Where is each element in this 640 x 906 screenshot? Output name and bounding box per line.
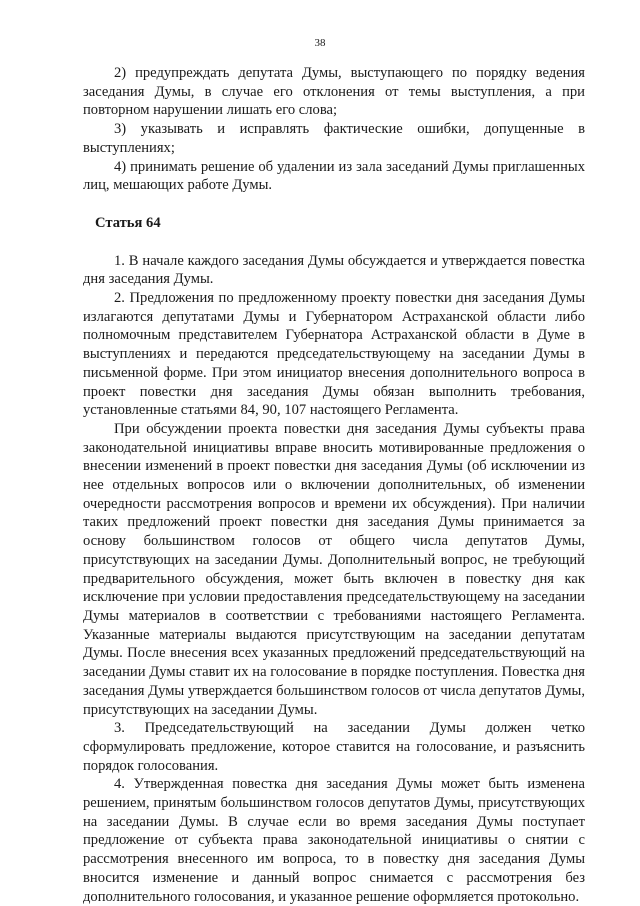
article-paragraph-2: 2. Предложения по предложенному проекту повестки дня заседания Думы излагаются депутатами Думы и Губернатором Астраханской области либо полномочным представителем Губернатора Астраханской области в Думе в выступлениях и передаются председательствующему на заседании Думы в письменной форме. При этом инициатор внесения дополнительного вопроса в проект повестки дня заседания Думы обязан выполнить требования, установленные статьями 84, 90, 107 настоящего Регламента.: [83, 290, 585, 419]
page-number: 38: [314, 37, 326, 49]
list-item-4: 4) принимать решение об удалении из зала заседаний Думы приглашенных лиц, мешающих работе Думы.: [83, 158, 585, 194]
article-paragraph-3: 3. Председательствующий на заседании Думы должен четко сформулировать предложение, которое ставится на голосование, и разъяснить порядок голосования.: [83, 720, 585, 774]
page-content: [83, 64, 585, 906]
article-paragraph-1: 1. В начале каждого заседания Думы обсуждается и утверждается повестка дня заседания Думы.: [83, 252, 585, 288]
article-heading: Статья 64: [95, 214, 161, 231]
list-item-3: 3) указывать и исправлять фактические ошибки, допущенные в выступлениях;: [83, 121, 585, 156]
list-item-2: 2) предупреждать депутата Думы, выступающего по порядку ведения заседания Думы, в случае его отклонения от темы выступления, а при повторном нарушении лишать его слова;: [83, 65, 585, 119]
article-paragraph-4: 4. Утвержденная повестка дня заседания Думы может быть изменена решением, принятым большинством голосов депутатов Думы, присутствующих на заседании Думы. В случае если во время заседания Думы поступает предложение от субъекта права законодательной инициативы о снятии с рассмотрения внесенного им вопроса, то в повестку дня заседания Думы вносится изменение и данный вопрос снимается с рассмотрения без дополнительного голосования, и указанное решение оформляется протокольно.: [83, 776, 585, 905]
article-paragraph-2-continued: При обсуждении проекта повестки дня заседания Думы субъекты права законодательной инициативы вправе вносить мотивированные предложения о внесении изменений в проект повестки дня заседания Думы (об исключении из нее отдельных вопросов или о включении дополнительных, об изменении очередности рассмотрения вопросов и времени их обсуждения). При наличии таких предложений проект повестки дня заседания Думы принимается за основу большинством голосов от общего числа депутатов Думы, присутствующих на заседании Думы. Дополнительный вопрос, не требующий предварительного обсуждения, может быть включен в повестку дня как исключение при условии предоставления председательствующему на заседании Думы материалов в соответствии с требованиями настоящего Регламента. Указанные материалы выдаются присутствующим на заседании депутатам Думы. После внесения всех указанных предложений председательствующий на заседании Думы ставит их на голосование в порядке поступления. Повестка дня заседания Думы утверждается большинством голосов от числа депутатов Думы, присутствующих на заседании Думы.: [83, 420, 585, 718]
